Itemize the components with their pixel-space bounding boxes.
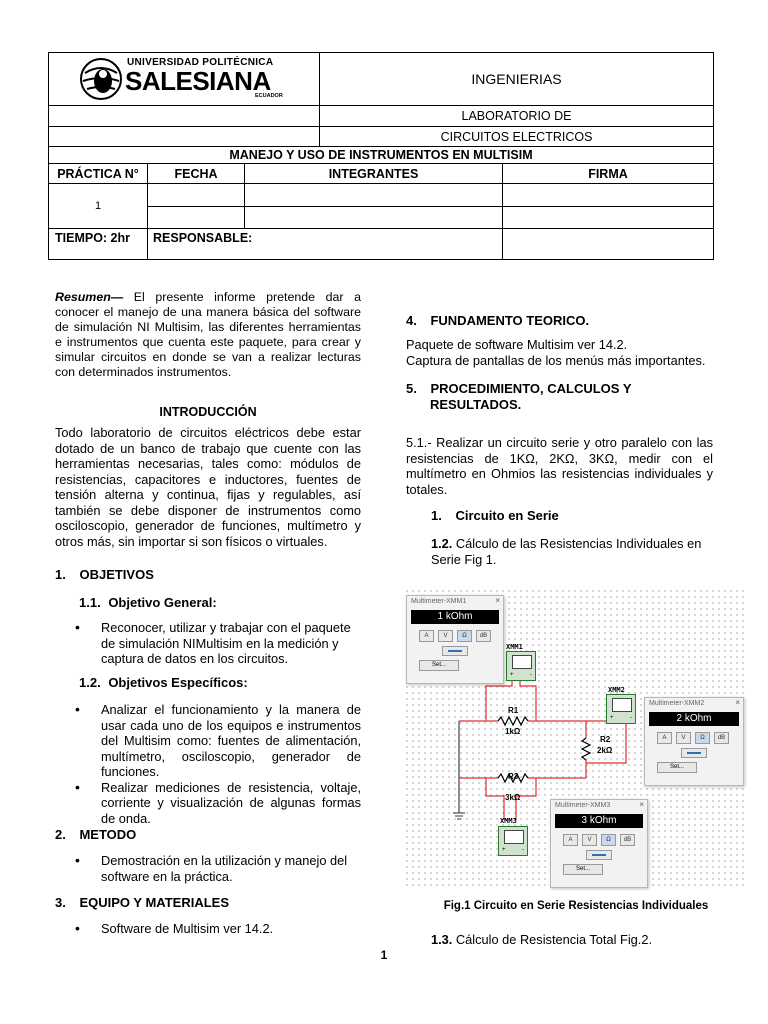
list-item: • Realizar mediciones de resistencia, voltaje, corriente y visualización de algunas formas de onda. bbox=[101, 780, 361, 827]
lab-line2: CIRCUITOS ELECTRICOS bbox=[440, 129, 593, 144]
section-4-heading bbox=[406, 313, 589, 328]
section-2-title: METODO bbox=[79, 827, 137, 842]
section-1-2-number: 1.2. bbox=[79, 675, 101, 690]
set-button[interactable]: Set... bbox=[419, 660, 459, 671]
ammeter-button[interactable]: A bbox=[563, 834, 578, 846]
section-1-heading bbox=[55, 567, 154, 582]
mode-buttons bbox=[419, 630, 503, 642]
meter3-symbol[interactable] bbox=[498, 826, 528, 856]
section-5-1-text: 5.1.- Realizar un circuito serie y otro paralelo con las resistencias de 1KΩ, 2KΩ, 3KΩ, medir con el multímetro en Ohmios las resistencias individuales y totales. bbox=[406, 435, 713, 497]
pin-plus: + bbox=[610, 715, 614, 721]
section-4-title: FUNDAMENTO TEORICO. bbox=[430, 313, 590, 328]
section-1-2-heading bbox=[79, 675, 248, 690]
section-1-title: OBJETIVOS bbox=[79, 567, 154, 582]
pin-plus: + bbox=[502, 847, 506, 853]
list-item: • Software de Multisim ver 14.2. bbox=[101, 921, 361, 937]
section-5-number: 5. bbox=[406, 381, 417, 396]
calc-individual bbox=[431, 536, 713, 567]
dc-mode-button[interactable] bbox=[681, 748, 707, 758]
db-button[interactable]: dB bbox=[620, 834, 635, 846]
dc-mode-button[interactable] bbox=[586, 850, 612, 860]
section-1-1-number: 1.1. bbox=[79, 595, 101, 610]
multimeter-xmm2-panel[interactable] bbox=[644, 697, 744, 786]
ammeter-button[interactable]: A bbox=[657, 732, 672, 744]
col-integrantes: INTEGRANTES bbox=[328, 166, 419, 181]
meter2-symbol[interactable] bbox=[606, 694, 636, 724]
circuit-series-title: Circuito en Serie bbox=[455, 508, 559, 523]
calc-total bbox=[431, 932, 713, 948]
meter1-symbol[interactable] bbox=[506, 651, 536, 681]
calc-individual-number: 1.2. bbox=[431, 536, 453, 551]
close-icon[interactable]: × bbox=[639, 800, 644, 809]
calc-individual-text: Cálculo de las Resistencias Individuales en Serie Fig 1. bbox=[431, 536, 702, 567]
r3-name: R3 bbox=[508, 772, 519, 781]
general-objective-list bbox=[101, 620, 361, 667]
r3-value: 3kΩ bbox=[505, 793, 521, 802]
dc-mode-button[interactable] bbox=[442, 646, 468, 656]
col-practica: PRÁCTICA N° bbox=[57, 166, 139, 181]
equipment-list bbox=[101, 921, 361, 937]
xmm2-title: Multimeter-XMM2 bbox=[649, 700, 705, 707]
ohmmeter-button[interactable]: Ω bbox=[695, 732, 710, 744]
db-button[interactable]: dB bbox=[714, 732, 729, 744]
specific-objectives-list bbox=[101, 702, 361, 826]
meter-face-icon bbox=[504, 830, 524, 844]
page-number: 1 bbox=[380, 948, 388, 962]
university-logo bbox=[79, 55, 299, 103]
ammeter-button[interactable]: A bbox=[419, 630, 434, 642]
calc-total-text: Cálculo de Resistencia Total Fig.2. bbox=[455, 932, 653, 947]
voltmeter-button[interactable]: V bbox=[676, 732, 691, 744]
abstract bbox=[55, 290, 361, 380]
lab-line1: LABORATORIO DE bbox=[461, 109, 572, 123]
set-button[interactable]: Set... bbox=[563, 864, 603, 875]
meter-pins bbox=[510, 672, 532, 678]
meter2-label: XMM2 bbox=[608, 686, 625, 694]
responsable-cell: RESPONSABLE: bbox=[153, 231, 253, 245]
ohmmeter-button[interactable]: Ω bbox=[457, 630, 472, 642]
mode-buttons bbox=[657, 732, 743, 744]
xmm3-display: 3 kOhm bbox=[555, 814, 643, 828]
multimeter-xmm1-panel[interactable] bbox=[406, 595, 504, 684]
intro-text: Todo laboratorio de circuitos eléctricos debe estar dotado de un banco de trabajo que cuente con las herramientas necesarias, tales como: módulos de resistencias, capacitores e inductores, fuentes de tensión alterna y continua, fijas y regulables, así también se debe disponer de instrumentos como osciloscopio, generador de funciones, multímetro y otros más, sin importar si son físicos o virtuales. bbox=[55, 425, 361, 549]
xmm3-title: Multimeter-XMM3 bbox=[555, 802, 611, 809]
section-1-2-title: Objetivos Específicos: bbox=[108, 675, 248, 690]
globe-logo-icon bbox=[79, 57, 123, 101]
abstract-label: Resumen— bbox=[55, 290, 124, 304]
close-icon[interactable]: × bbox=[735, 698, 740, 707]
close-icon[interactable]: × bbox=[495, 596, 500, 605]
figure-caption: Fig.1 Circuito en Serie Resistencias Individuales bbox=[443, 900, 709, 912]
section-4-line1: Paquete de software Multisim ver 14.2. bbox=[406, 337, 628, 352]
meter-pins bbox=[502, 847, 524, 853]
meter1-label: XMM1 bbox=[506, 643, 523, 651]
r2-value: 2kΩ bbox=[597, 746, 613, 755]
meter3-label: XMM3 bbox=[500, 817, 517, 825]
list-item: • Analizar el funcionamiento y la manera de usar cada uno de los equipos e instrumentos del Multisim como: fuentes de alimentación, multímetro, osciloscopio, generador de funciones. bbox=[101, 702, 361, 780]
abstract-text: El presente informe pretende dar a conocer el manejo de una manera básica del software de simulación NI Multisim, las diferentes herramientas e instrumentos que cuenta este paquete, para crear y simular circuitos en donde se van a realizar lecturas con determinados instrumentos. bbox=[55, 290, 361, 379]
intro-title: INTRODUCCIÓN bbox=[159, 405, 257, 419]
section-1-1-title: Objetivo General: bbox=[108, 595, 217, 610]
voltmeter-button[interactable]: V bbox=[438, 630, 453, 642]
section-2-heading bbox=[55, 827, 136, 842]
calc-total-number: 1.3. bbox=[431, 932, 453, 947]
university-name-line1: UNIVERSIDAD POLITÉCNICA bbox=[127, 57, 274, 68]
set-button[interactable]: Set... bbox=[657, 762, 697, 773]
xmm1-title: Multimeter-XMM1 bbox=[411, 598, 467, 605]
resistor-r1-symbol bbox=[498, 717, 528, 725]
meter-pins bbox=[610, 715, 632, 721]
practice-title: MANEJO Y USO DE INSTRUMENTOS EN MULTISIM bbox=[229, 148, 533, 162]
tiempo-cell: TIEMPO: 2hr bbox=[55, 231, 131, 245]
section-5-heading bbox=[406, 381, 632, 413]
resistor-r2-symbol bbox=[582, 738, 590, 760]
section-1-1-heading bbox=[79, 595, 217, 610]
pin-minus: - bbox=[522, 847, 524, 853]
list-item: • Reconocer, utilizar y trabajar con el paquete de simulación NIMultisim en la medición y captura de datos en los circuitos. bbox=[101, 620, 361, 667]
university-name-line2: SALESIANA bbox=[125, 66, 271, 96]
section-3-heading bbox=[55, 895, 229, 910]
section-4-number: 4. bbox=[406, 313, 417, 328]
header-table bbox=[48, 52, 714, 260]
section-5-title-1: PROCEDIMIENTO, CALCULOS Y bbox=[430, 381, 632, 396]
ohmmeter-button[interactable]: Ω bbox=[601, 834, 616, 846]
xmm2-display: 2 kOhm bbox=[649, 712, 739, 726]
practica-value: 1 bbox=[94, 200, 102, 212]
faculty-cell: INGENIERIAS bbox=[471, 71, 562, 87]
mode-buttons bbox=[563, 834, 647, 846]
xmm1-display: 1 kOhm bbox=[411, 610, 499, 624]
multisim-figure bbox=[404, 588, 746, 888]
col-firma: FIRMA bbox=[588, 166, 628, 181]
section-5-title-2: RESULTADOS. bbox=[430, 397, 522, 412]
pin-plus: + bbox=[510, 672, 514, 678]
db-button[interactable]: dB bbox=[476, 630, 491, 642]
section-4-line2: Captura de pantallas de los menús más importantes. bbox=[406, 353, 706, 368]
university-name-line3: ECUADOR bbox=[255, 93, 283, 99]
pin-minus: - bbox=[630, 715, 632, 721]
circuit-series-heading bbox=[431, 508, 559, 523]
r1-name: R1 bbox=[508, 706, 519, 715]
circuit-series-number: 1. bbox=[431, 508, 442, 523]
r2-name: R2 bbox=[600, 735, 611, 744]
pin-minus: - bbox=[530, 672, 532, 678]
multimeter-xmm3-panel[interactable] bbox=[550, 799, 648, 888]
section-1-number: 1. bbox=[55, 567, 66, 582]
list-item: • Demostración en la utilización y manejo del software en la práctica. bbox=[101, 853, 361, 884]
voltmeter-button[interactable]: V bbox=[582, 834, 597, 846]
meter-face-icon bbox=[612, 698, 632, 712]
section-3-number: 3. bbox=[55, 895, 66, 910]
section-3-title: EQUIPO Y MATERIALES bbox=[79, 895, 229, 910]
method-list bbox=[101, 853, 361, 884]
meter-face-icon bbox=[512, 655, 532, 669]
r1-value: 1kΩ bbox=[505, 727, 521, 736]
section-2-number: 2. bbox=[55, 827, 66, 842]
col-fecha: FECHA bbox=[174, 166, 218, 181]
